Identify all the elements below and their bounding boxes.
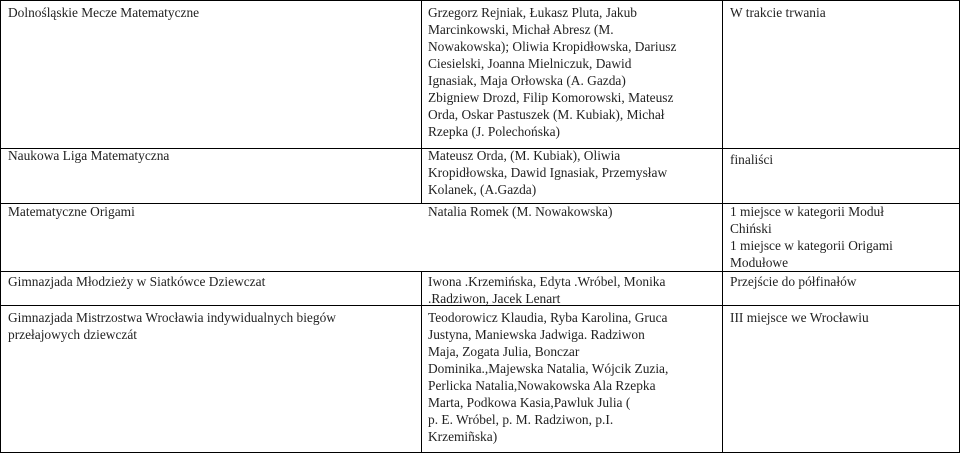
competition-name: Gimnazjada Młodzieży w Siatkówce Dziewczat — [8, 274, 266, 289]
result-cell: 1 miejsce w kategorii Moduł Chiński 1 miejsce w kategorii Origami Modułowe — [730, 204, 893, 270]
result-cell: III miejsce we Wrocławiu — [730, 310, 869, 325]
competition-name: Naukowa Liga Matematyczna — [8, 148, 170, 163]
participants-cell: Natalia Romek (M. Nowakowska) — [428, 204, 613, 219]
column-divider-1 — [421, 0, 422, 203]
competition-name: Gimnazjada Mistrzostwa Wrocławia indywidualnych biegów przełajowych dziewczát — [8, 310, 336, 342]
participants-cell: Teodorowicz Klaudia, Ryba Karolina, Gruca Justyna, Maniewska Jadwiga. Radziwon Maja, Zogata Julia, Bonczar Dominika.,Majewska Natalia, Wójcik Zuzia, Perlicka Natalia,Nowakowska Ala Rzepka Marta, Podkowa Kasia,Pawluk Julia ( p. E. Wróbel, p. M. Radziwon, p.I. Krzemiñska) — [428, 310, 669, 444]
competition-name: Dolnośląskie Mecze Matematyczne — [8, 5, 200, 20]
participants-cell: Mateusz Orda, (M. Kubiak), Oliwia Kropidłowska, Dawid Ignasiak, Przemysław Kolanek, (A.Gazda) — [428, 148, 668, 197]
column-divider-2 — [722, 0, 723, 453]
table-border-top — [0, 0, 960, 1]
result-cell: finaliści — [730, 152, 774, 167]
result-cell: Przejście do półfinałów — [730, 274, 857, 289]
column-divider-1 — [421, 271, 422, 453]
result-cell: W trakcie trwania — [730, 5, 826, 20]
competition-name: Matematyczne Origami — [8, 204, 135, 219]
participants-cell: Iwona .Krzemińska, Edyta .Wróbel, Monika .Radziwon, Jacek Lenart — [428, 274, 666, 306]
table-border-left — [0, 0, 1, 453]
row-divider — [0, 271, 960, 272]
participants-cell: Grzegorz Rejniak, Łukasz Pluta, Jakub Marcinkowski, Michał Abresz (M. Nowakowska); Oliwia Kropidłowska, Dariusz Ciesielski, Joanna Mielniczuk, Dawid Ignasiak, Maja Orłowska (A. Gazda) Zbigniew Drozd, Filip Komorowski, Mateusz Orda, Oskar Pastuszek (M. Kubiak), Michał Rzepka (J. Polechońska) — [428, 5, 677, 139]
